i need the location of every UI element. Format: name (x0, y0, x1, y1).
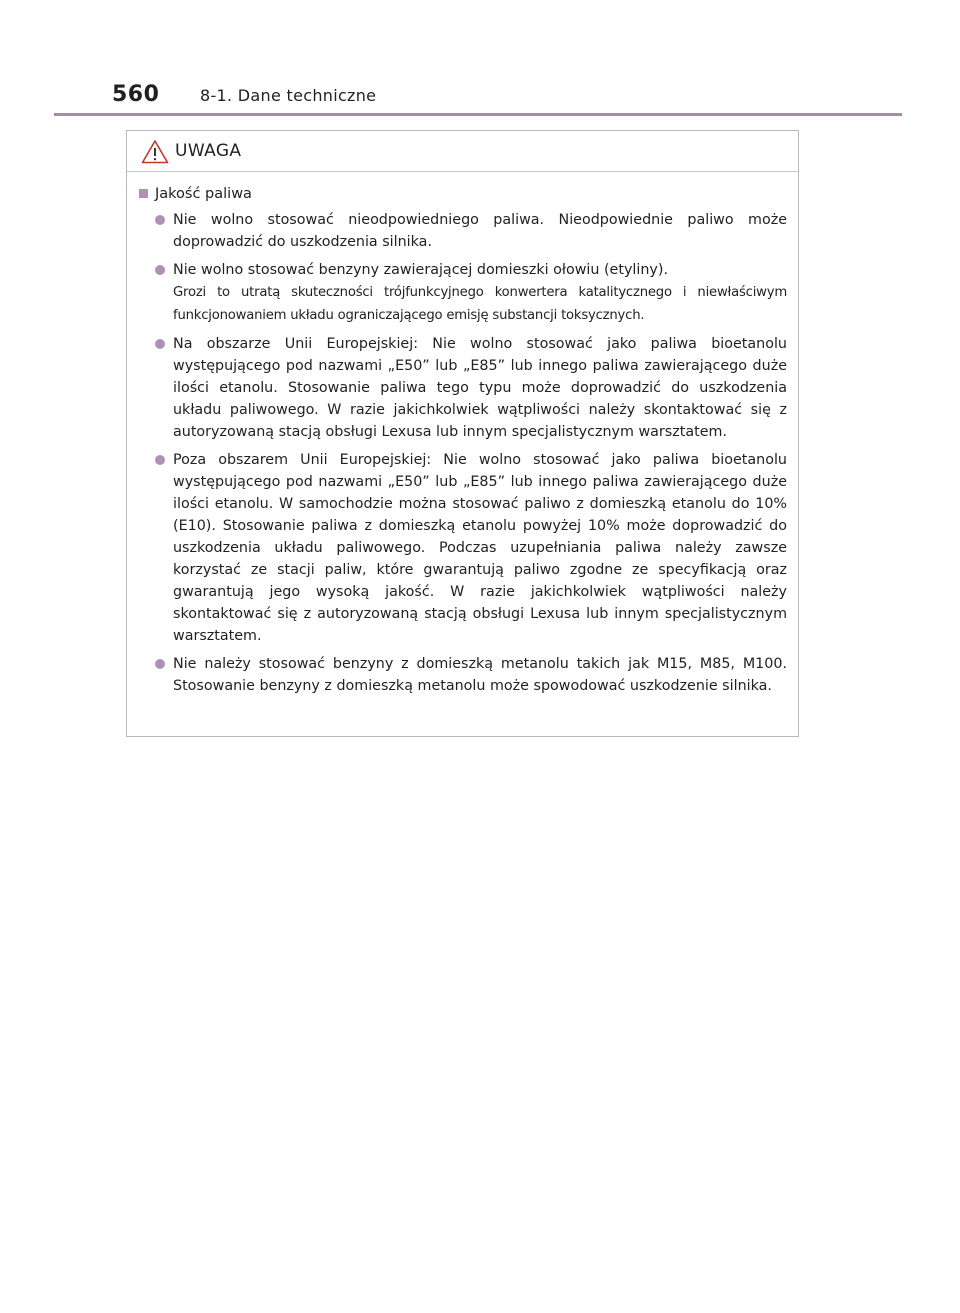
list-item (139, 333, 787, 443)
list-item-text: Nie wolno stosować benzyny zawierającej domieszki ołowiu (etyliny). (173, 262, 668, 278)
bullet-dot-icon (155, 455, 165, 465)
list-item-detail: Grozi to utratą skuteczności trójfunkcyjnego konwertera katalitycznego i niewłaściwym funkcjonowaniem układu ograniczającego emisję substancji toksycznych. (173, 285, 787, 323)
list-item-text: Nie wolno stosować nieodpowiedniego paliwa. Nieodpowiednie paliwo może doprowadzić do uszkodzenia silnika. (173, 212, 787, 250)
warning-content (139, 183, 787, 703)
list-item (139, 259, 787, 327)
list-item (139, 209, 787, 253)
list-item (139, 449, 787, 647)
list-item-text: Nie należy stosować benzyny z domieszką metanolu takich jak M15, M85, M100. Stosowanie benzyny z domieszką metanolu może spowodować uszkodzenie silnika. (173, 656, 787, 694)
warning-box (126, 130, 799, 737)
warning-title: UWAGA (175, 141, 242, 161)
subheading-text: Jakość paliwa (155, 186, 252, 202)
header-divider (54, 113, 902, 116)
bullet-dot-icon (155, 339, 165, 349)
square-bullet-icon (139, 189, 148, 198)
bullet-dot-icon (155, 215, 165, 225)
warning-header (127, 131, 798, 172)
bullet-dot-icon (155, 265, 165, 275)
bullet-dot-icon (155, 659, 165, 669)
list-item (139, 653, 787, 697)
page-header (112, 80, 902, 116)
fuel-quality-subheading (139, 183, 787, 205)
list-item-text: Na obszarze Unii Europejskiej: Nie wolno stosować jako paliwa bioetanolu występującego pod nazwami „E50” lub „E85” lub innego paliwa zawierającego duże ilości etanolu. Stosowanie paliwa tego typu może doprowadzić do uszkodzenia układu paliwowego. W razie jakichkolwiek wątpliwości należy skontaktować się z autoryzowaną stacją obsługi Lexusa lub innym specjalistycznym warsztatem. (173, 336, 787, 440)
list-item-text: Poza obszarem Unii Europejskiej: Nie wolno stosować jako paliwa bioetanolu występującego pod nazwami „E50” lub „E85” lub innego paliwa zawierającego duże ilości etanolu. W samochodzie można stosować paliwo z domieszką etanolu do 10% (E10). Stosowanie paliwa z domieszką etanolu powyżej 10% może doprowadzić do uszkodzenia układu paliwowego. Podczas uzupełniania paliwa należy zawsze korzystać ze stacji paliw, które gwarantują paliwo zgodne ze specyfikacją oraz gwarantują jego wysoką jakość. W razie jakichkolwiek wątpliwości należy skontaktować się z autoryzowaną stacją obsługi Lexusa lub innym specjalistycznym warsztatem. (173, 452, 787, 644)
section-title: 8-1. Dane techniczne (200, 86, 377, 105)
warning-triangle-icon (141, 139, 169, 164)
page-number: 560 (112, 82, 160, 107)
